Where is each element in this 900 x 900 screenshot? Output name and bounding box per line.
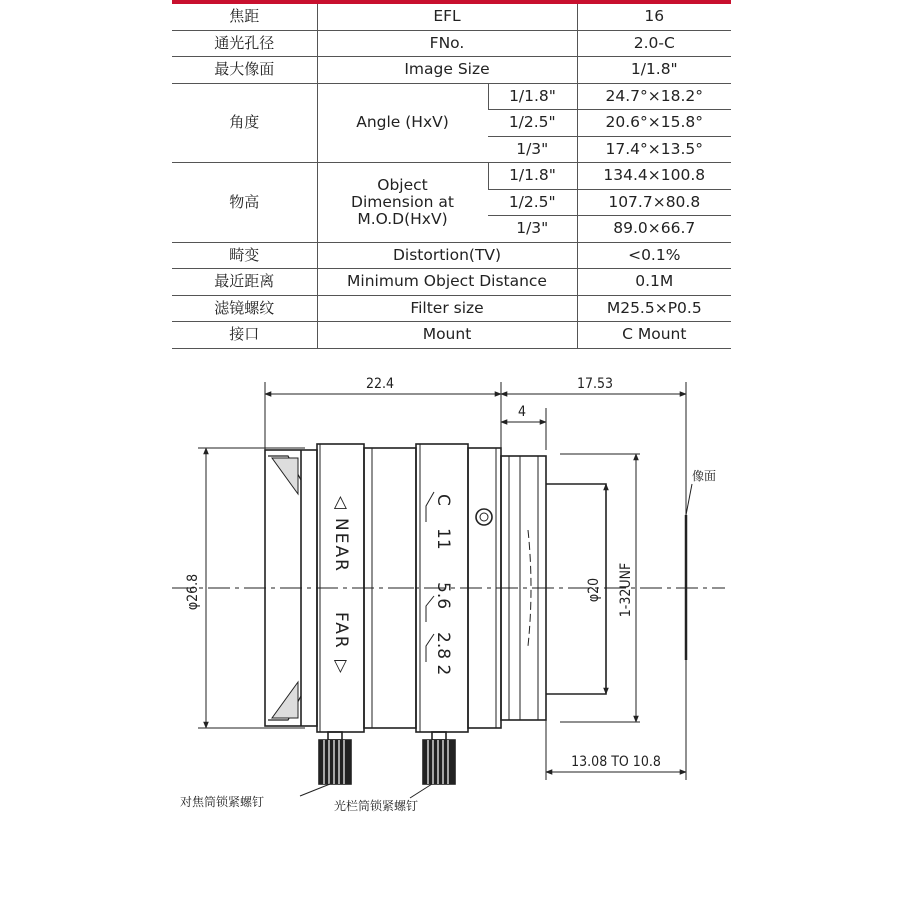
sensor-size: 1/2.5" xyxy=(488,189,577,216)
row-value: 16 xyxy=(577,4,731,30)
row-label-en: EFL xyxy=(317,4,577,30)
focus-screw-callout: 对焦筒锁紧螺钉 xyxy=(180,795,265,809)
image-plane-leader xyxy=(686,484,692,515)
row-value: C Mount xyxy=(577,322,731,349)
dim-back-focus: 13.08 TO 10.8 xyxy=(571,754,661,770)
row-value: 20.6°×15.8° xyxy=(577,110,731,137)
row-label-en: Mount xyxy=(317,322,577,349)
dim-flange: 17.53 xyxy=(576,376,614,392)
row-value: M25.5×P0.5 xyxy=(577,295,731,322)
row-label-zh: 接口 xyxy=(172,322,317,349)
row-label-en: FNo. xyxy=(317,30,577,57)
label-line: Object xyxy=(377,175,428,194)
table-row xyxy=(172,57,731,84)
row-label-zh: 通光孔径 xyxy=(172,30,317,57)
table-row xyxy=(172,295,731,322)
row-label-en xyxy=(317,163,488,243)
image-plane-label: 像面 xyxy=(692,469,717,483)
set-screw xyxy=(476,509,492,525)
table-row xyxy=(172,4,731,30)
label-line: Dimension at xyxy=(351,192,454,211)
row-value: <0.1% xyxy=(577,242,731,269)
sensor-size: 1/1.8" xyxy=(488,163,577,190)
aperture-5-6: 5.6 xyxy=(433,582,453,610)
sensor-size: 1/2.5" xyxy=(488,110,577,137)
dim-thread-length: 4 xyxy=(517,404,527,420)
row-label-zh: 最近距离 xyxy=(172,269,317,296)
iris-lock-screw xyxy=(410,732,455,798)
row-label-zh: 畸变 xyxy=(172,242,317,269)
row-label-zh: 角度 xyxy=(172,83,317,163)
row-value: 107.7×80.8 xyxy=(577,189,731,216)
row-value: 89.0×66.7 xyxy=(577,216,731,243)
dim-diameter: φ26.8 xyxy=(185,573,201,611)
aperture-2-8-2: 2.8 2 xyxy=(433,632,453,676)
table-row xyxy=(172,83,731,110)
lens-drawing xyxy=(0,360,900,900)
table-row xyxy=(172,322,731,349)
row-label-en: Angle (HxV) xyxy=(317,83,488,163)
near-label: NEAR xyxy=(331,518,351,573)
row-label-en: Distortion(TV) xyxy=(317,242,577,269)
arrow-near: ◁ xyxy=(331,496,351,510)
table-row xyxy=(172,242,731,269)
row-value: 1/1.8" xyxy=(577,57,731,84)
spec-table xyxy=(172,4,731,349)
row-label-zh: 焦距 xyxy=(172,4,317,30)
row-value: 24.7°×18.2° xyxy=(577,83,731,110)
table-row xyxy=(172,30,731,57)
row-value: 0.1M xyxy=(577,269,731,296)
table-row xyxy=(172,269,731,296)
row-label-zh: 物高 xyxy=(172,163,317,243)
label-line: M.O.D(HxV) xyxy=(357,209,448,228)
aperture-marks xyxy=(400,492,434,662)
row-label-zh: 最大像面 xyxy=(172,57,317,84)
dim-mount-diameter: φ20 xyxy=(586,577,602,603)
row-label-zh: 滤镜螺纹 xyxy=(172,295,317,322)
row-value: 17.4°×13.5° xyxy=(577,136,731,163)
aperture-c: C xyxy=(433,494,453,506)
sensor-size: 1/1.8" xyxy=(488,83,577,110)
aperture-11: 11 xyxy=(433,528,453,550)
table-row xyxy=(172,163,731,190)
row-value: 134.4×100.8 xyxy=(577,163,731,190)
dim-thread: 1-32UNF xyxy=(618,562,634,618)
arrow-far: ▷ xyxy=(331,660,351,674)
iris-screw-callout: 光栏筒锁紧螺钉 xyxy=(334,799,419,813)
row-label-en: Filter size xyxy=(317,295,577,322)
sensor-size: 1/3" xyxy=(488,136,577,163)
dim-length: 22.4 xyxy=(365,376,395,392)
focus-lock-screw xyxy=(300,732,351,796)
sensor-size: 1/3" xyxy=(488,216,577,243)
far-label: FAR xyxy=(331,612,351,650)
row-label-en: Minimum Object Distance xyxy=(317,269,577,296)
row-label-en: Image Size xyxy=(317,57,577,84)
row-value: 2.0-C xyxy=(577,30,731,57)
